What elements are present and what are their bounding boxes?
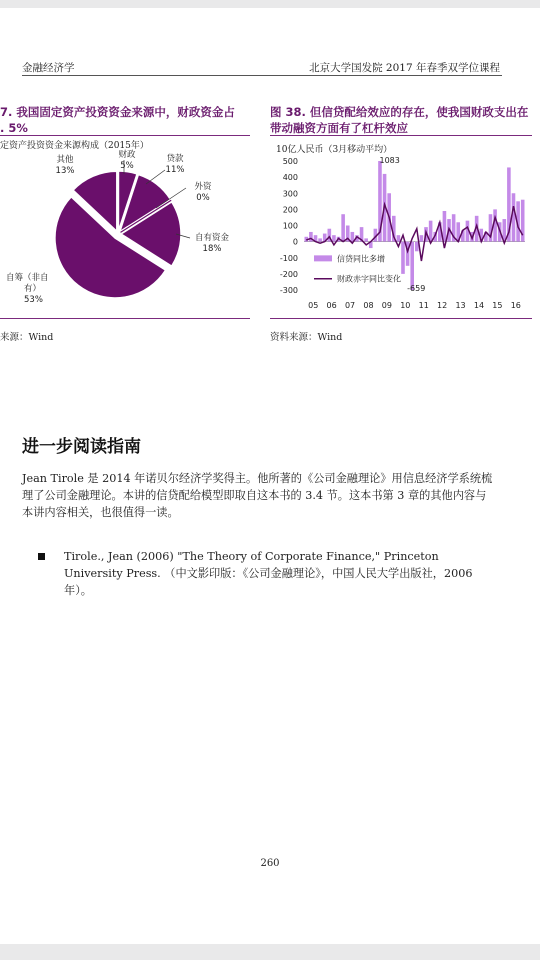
top-bar <box>0 0 540 8</box>
x-tick-label: 09 <box>381 301 392 310</box>
pie-pct-other: 13% <box>55 166 75 176</box>
bar-credit <box>332 235 336 241</box>
pie-label-own: 自有资金 <box>194 233 229 243</box>
fig-right-source: 资料来源：Wind <box>270 332 343 343</box>
fig-right-rule <box>270 135 532 136</box>
header-right: 北京大学国发院 2017 年春季双学位课程 <box>309 62 500 74</box>
bar-credit <box>341 214 345 241</box>
pie-label-self-raised-1: 自筹（非自 <box>6 273 49 283</box>
pie-pct-self-raised: 53% <box>24 295 43 305</box>
x-tick-label: 12 <box>437 301 448 310</box>
x-tick-label: 10 <box>400 301 411 310</box>
pie-label-self-raised-2: 有） <box>24 284 42 294</box>
x-tick-label: 16 <box>510 301 521 310</box>
pie-label-fiscal: 财政 <box>118 150 136 160</box>
bar-credit <box>364 238 368 241</box>
x-tick-label: 05 <box>308 301 319 310</box>
fig-left-bottom-rule <box>0 318 250 319</box>
fig-right-bottom-rule <box>270 318 532 319</box>
legend-bar-swatch <box>314 255 332 261</box>
bar-line-chart <box>270 150 532 315</box>
y-tick-label: 500 <box>282 157 298 166</box>
x-tick-label: 11 <box>418 301 429 310</box>
page-number: 260 <box>260 858 280 869</box>
x-tick-label: 15 <box>492 301 503 310</box>
annotation-min: -659 <box>407 284 426 293</box>
pie-label-loan: 贷款 <box>166 154 184 164</box>
pie-pct-own: 18% <box>202 244 222 254</box>
x-tick-label: 07 <box>344 301 356 310</box>
bar-credit <box>397 235 401 241</box>
y-tick-label: 300 <box>282 189 298 199</box>
y-tick-label: -100 <box>279 253 298 263</box>
pie-pct-fiscal: 5% <box>120 161 134 171</box>
bar-credit <box>410 242 414 290</box>
x-tick-label: 08 <box>363 301 374 310</box>
reference-item: Tirole., Jean (2006) "The Theory of Corporate Finance," Princeton University Press. （中文影印版：《公司金融理论》，中国人民大学出版社，2006 年）。 <box>64 550 473 597</box>
bottom-bar <box>0 944 540 960</box>
bar-credit <box>521 200 525 242</box>
section-title: 进一步阅读指南 <box>22 437 141 457</box>
fig-left-rule <box>0 135 250 136</box>
y-tick-label: -200 <box>279 269 298 279</box>
x-tick-label: 06 <box>326 301 337 310</box>
y-tick-label: -300 <box>279 286 298 295</box>
bar-credit <box>401 242 405 274</box>
bar-credit <box>420 235 424 241</box>
fig-left-title-2: . 5% <box>0 121 28 135</box>
pie-label-other: 其他 <box>56 155 74 165</box>
pie-pct-foreign: 0% <box>196 193 210 203</box>
bar-credit <box>415 242 419 252</box>
y-tick-label: 100 <box>282 221 298 231</box>
fig-right-unit: 10亿人民币（3月移动平均） <box>276 145 393 155</box>
y-tick-label: 0 <box>292 237 298 247</box>
header-rule <box>22 75 502 76</box>
x-tick-label: 13 <box>455 301 466 310</box>
fig-right-title-2: 带动融资方面有了杠杆效应 <box>270 121 408 135</box>
pie-label-foreign: 外资 <box>194 182 212 192</box>
legend-line-label: 财政赤字同比变化 <box>337 274 401 284</box>
fig-left-title-1: 7. 我国固定资产投资资金来源中，财政资金占 <box>0 105 235 119</box>
x-tick-label: 14 <box>473 301 485 310</box>
bar-credit <box>318 238 322 241</box>
section-paragraph: Jean Tirole 是 2014 年诺贝尔经济学奖得主。他所著的《公司金融理论》用信息经济学系统梳理了公司金融理论。本讲的信贷配给模型即取自这本书的 3.4 节。这本书第 3 章的其他内容与本讲内容相关，也很值得一读。 <box>22 472 493 519</box>
annotation-max: 1083 <box>379 156 400 165</box>
y-tick-label: 200 <box>282 205 298 215</box>
bullet-square-icon <box>38 553 45 560</box>
fig-left-source: 来源：Wind <box>0 332 54 343</box>
y-tick-label: 400 <box>282 173 298 183</box>
header-left: 金融经济学 <box>22 62 75 74</box>
pie-pct-loan: 11% <box>165 165 185 175</box>
fig-left-subtitle: 定资产投资资金来源构成（2015年） <box>0 141 149 151</box>
fig-right-title-1: 图 38. 但信贷配给效应的存在，使我国财政支出在 <box>270 105 529 119</box>
legend-bar-label: 信贷同比多增 <box>337 254 385 264</box>
